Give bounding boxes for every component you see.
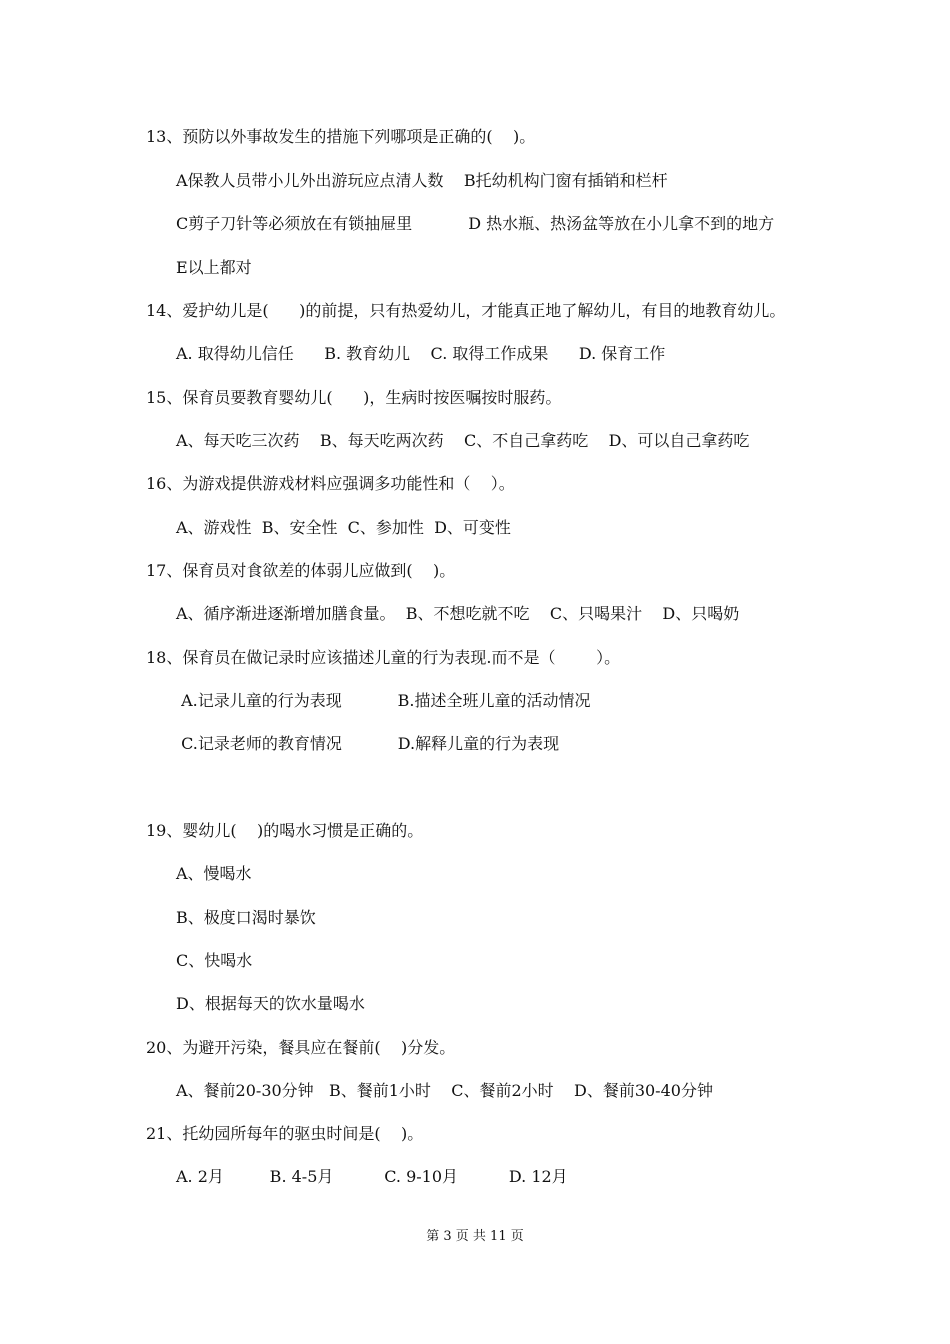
question-17-option-row: A、循序渐进逐渐增加膳食量。 B、不想吃就不吃 C、只喝果汁 D、只喝奶 [176,604,740,623]
question-13-option-row: C剪子刀针等必须放在有锁抽屉里 D 热水瓶、热汤盆等放在小儿拿不到的地方 [176,214,775,233]
question-20-option-row: A、餐前20-30分钟 B、餐前1小时 C、餐前2小时 D、餐前30-40分钟 [176,1081,713,1100]
question-15: 15、保育员要教育婴幼儿( )，生病时按医嘱按时服药。 [146,388,562,407]
question-19-option-row: D、根据每天的饮水量喝水 [176,994,365,1013]
question-19-option-row: A、慢喝水 [176,864,252,883]
question-14-option-row: A. 取得幼儿信任 B. 教育幼儿 C. 取得工作成果 D. 保育工作 [176,344,666,363]
question-21: 21、托幼园所每年的驱虫时间是( )。 [146,1124,424,1143]
question-14: 14、爱护幼儿是( )的前提，只有热爱幼儿，才能真正地了解幼儿，有目的地教育幼儿。 [146,301,786,320]
question-16-option-row: A、游戏性 B、安全性 C、参加性 D、可变性 [176,518,511,537]
question-20: 20、为避开污染，餐具应在餐前( )分发。 [146,1038,456,1057]
question-13-option-row: E以上都对 [176,258,252,277]
question-13: 13、预防以外事故发生的措施下列哪项是正确的( )。 [146,127,536,146]
question-16: 16、为游戏提供游戏材料应强调多功能性和（ ）。 [146,474,515,493]
question-21-option-row: A. 2月 B. 4-5月 C. 9-10月 D. 12月 [176,1167,568,1186]
question-17: 17、保育员对食欲差的体弱儿应做到( )。 [146,561,456,580]
question-19: 19、婴幼儿( )的喝水习惯是正确的。 [146,821,424,840]
question-18-option-row: A.记录儿童的行为表现 B.描述全班儿童的活动情况 [176,691,591,710]
question-18: 18、保育员在做记录时应该描述儿童的行为表现.而不是（ ）。 [146,648,621,667]
question-18-option-row: C.记录老师的教育情况 D.解释儿童的行为表现 [176,734,560,753]
question-19-option-row: C、快喝水 [176,951,253,970]
question-19-option-row: B、极度口渴时暴饮 [176,908,316,927]
question-13-option-row: A保教人员带小儿外出游玩应点清人数 B托幼机构门窗有插销和栏杆 [176,171,668,190]
page-number-footer: 第 3 页 共 11 页 [426,1229,524,1244]
question-15-option-row: A、每天吃三次药 B、每天吃两次药 C、不自己拿药吃 D、可以自己拿药吃 [176,431,750,450]
